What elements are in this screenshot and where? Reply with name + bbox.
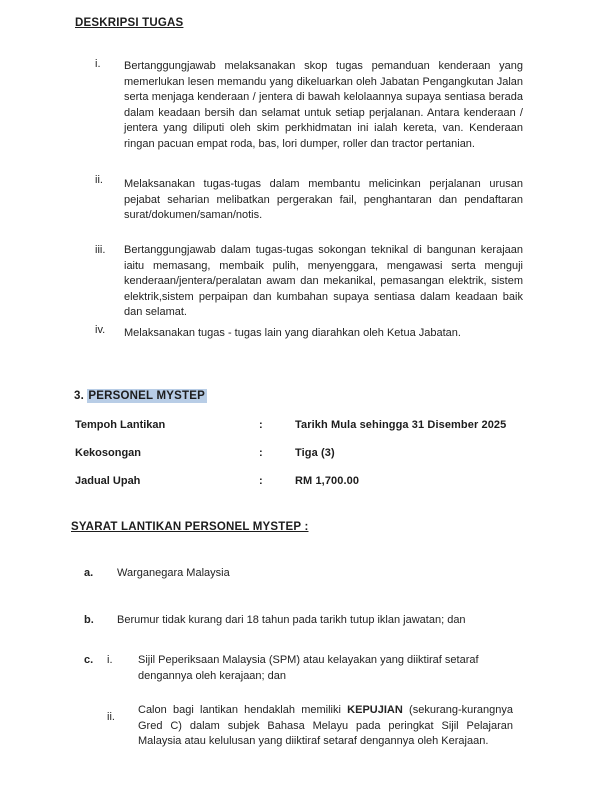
- sub-text-c-ii-kepujian: KEPUJIAN: [347, 704, 403, 716]
- req-marker-a: a.: [84, 567, 94, 579]
- sub-text-c-i: Sijil Peperiksaan Malaysia (SPM) atau kelayakan yang diiktiraf setaraf dengannya oleh kerajaan; dan: [138, 654, 479, 682]
- section3-title-highlighted: PERSONEL MYSTEP: [88, 390, 205, 402]
- req-text-a: Warganegara Malaysia: [117, 567, 230, 579]
- info-label-tempoh: Tempoh Lantikan: [75, 419, 166, 431]
- task-text-i: Bertanggungjawab melaksanakan skop tugas pemanduan kenderaan yang memerlukan lesen memandu yang dikeluarkan oleh Jabatan Pengangkutan Jalan serta menjaga kenderaan / jentera di bawah kelolaannya supaya sentiasa berada dalam keadaan bersih dan selamat untuk setiap perjalanan. Antara kenderaan / jentera yang diliputi oleh skim perkhidmatan ini ialah kereta, van. Kenderaan ringan pacuan empat roda, bas, lori dumper, roller dan tractor pertanian.: [124, 60, 523, 150]
- info-colon: :: [259, 419, 263, 431]
- info-value-jadual-upah: RM 1,700.00: [295, 475, 360, 487]
- info-colon: :: [259, 475, 263, 487]
- task-text-iii: Bertanggungjawab dalam tugas-tugas sokongan teknikal di bangunan kerajaan iaitu memasang, membaik pulih, menyenggara, mengawasi serta menguji kenderaan/jentera/peralatan awam dan mekanikal, pemasangan elektrik, sistem elektrik,sistem perpaipan dan kumbahan supaya sentiasa dalam keadaan baik dan selamat.: [124, 244, 523, 318]
- sub-text-c-ii-after: (sekurang-kurangnya Gred C) dalam subjek Bahasa Melayu pada peringkat Sijil Pelajaran Malaysia atau kelulusan yang diiktiraf setaraf dengannya oleh Kerajaan.: [138, 704, 513, 747]
- req-text-b: Berumur tidak kurang dari 18 tahun pada tarikh tutup iklan jawatan; dan: [117, 614, 466, 626]
- task-marker-iii: iii.: [95, 244, 106, 256]
- info-value-tempoh: Tarikh Mula sehingga 31 Disember 2025: [295, 419, 507, 431]
- info-colon: :: [259, 447, 263, 459]
- info-label-jadual-upah: Jadual Upah: [75, 475, 141, 487]
- section3-number: 3.: [74, 390, 84, 402]
- task-item-iii: [95, 243, 523, 321]
- sub-marker-c-i: i.: [107, 654, 113, 666]
- info-row-kekosongan: [75, 447, 545, 459]
- info-row-jadual-upah: [75, 475, 545, 487]
- info-value-kekosongan: Tiga (3): [295, 447, 335, 459]
- task-marker-ii: ii.: [95, 174, 103, 186]
- req-marker-c: c.: [84, 654, 94, 666]
- sub-item-c-ii: [107, 703, 524, 750]
- section3-heading: [74, 390, 207, 402]
- task-item-ii: [95, 174, 523, 224]
- req-item-a: [84, 566, 524, 582]
- deskripsi-tugas-heading: DESKRIPSI TUGAS: [75, 17, 184, 29]
- task-marker-i: i.: [95, 58, 101, 70]
- syarat-heading: SYARAT LANTIKAN PERSONEL MYSTEP :: [71, 521, 309, 533]
- sub-marker-c-ii: ii.: [107, 711, 115, 723]
- sub-text-c-ii: [138, 703, 513, 750]
- task-item-iv: [95, 326, 523, 342]
- req-marker-b: b.: [84, 614, 94, 626]
- sub-text-c-ii-before: Calon bagi lantikan hendaklah memiliki: [138, 704, 348, 716]
- info-row-tempoh: [75, 419, 545, 431]
- req-item-b: [84, 613, 524, 629]
- task-item-i: [95, 59, 523, 152]
- task-text-ii: Melaksanakan tugas-tugas dalam membantu melicinkan perjalanan urusan pejabat seharian melibatkan pergerakan fail, penghantaran dan pendaftaran surat/dokumen/saman/notis.: [124, 178, 523, 221]
- req-c-sublist: [107, 653, 524, 750]
- sub-item-c-i: [107, 653, 524, 684]
- req-item-c: [84, 653, 524, 750]
- info-label-kekosongan: Kekosongan: [75, 447, 142, 459]
- task-text-iv: Melaksanakan tugas - tugas lain yang diarahkan oleh Ketua Jabatan.: [124, 327, 461, 339]
- task-marker-iv: iv.: [95, 324, 106, 336]
